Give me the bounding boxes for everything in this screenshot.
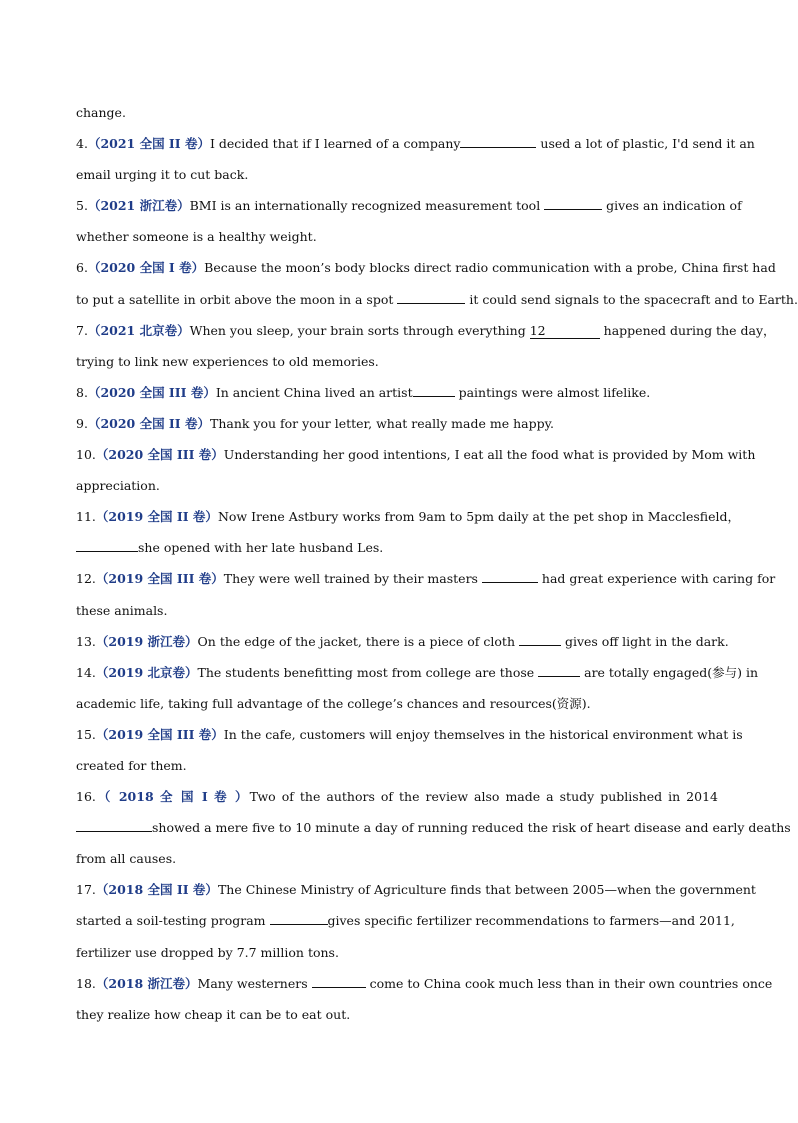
question-4 bbox=[76, 128, 755, 159]
question-source: （ 2018 全 国 I 卷 ） bbox=[95, 789, 250, 805]
line-text: these animals. bbox=[76, 602, 168, 618]
question-17 bbox=[76, 874, 756, 905]
line-text: started a soil-testing program bbox=[76, 913, 270, 929]
answer-blank[interactable] bbox=[312, 973, 366, 988]
question-4-continuation bbox=[76, 159, 718, 190]
answer-blank[interactable] bbox=[460, 133, 536, 148]
question-13 bbox=[76, 626, 729, 657]
exercise-page bbox=[76, 97, 798, 1030]
question-source: （2019 全国 III 卷） bbox=[95, 726, 224, 742]
question-number: 17. bbox=[76, 882, 96, 898]
answer-blank[interactable] bbox=[519, 631, 561, 646]
question-source: （2019 全国 III 卷） bbox=[95, 571, 224, 587]
question-source: （2018 全国 II 卷） bbox=[95, 882, 218, 898]
question-6-continuation bbox=[76, 284, 798, 315]
question-14-continuation bbox=[76, 688, 718, 719]
question-text: Now Irene Astbury works from 9am to 5pm daily at the pet shop in Macclesfield， bbox=[217, 509, 741, 525]
answer-blank[interactable] bbox=[76, 537, 138, 552]
question-7 bbox=[76, 315, 776, 346]
line-text: whether someone is a healthy weight. bbox=[76, 229, 317, 245]
question-11 bbox=[76, 501, 741, 532]
question-18 bbox=[76, 968, 773, 999]
question-text-after: gives off light in the dark. bbox=[560, 633, 729, 649]
line-text: they realize how cheap it can be to eat out. bbox=[76, 1006, 351, 1022]
answer-blank[interactable] bbox=[482, 568, 538, 583]
question-source: （2020 全国 III 卷） bbox=[95, 447, 224, 463]
question-number: 14. bbox=[76, 664, 96, 680]
question-text: The Chinese Ministry of Agriculture finds that between 2005—when the government bbox=[217, 882, 756, 898]
line-text: appreciation. bbox=[76, 478, 160, 494]
line-text-after: showed a mere five to 10 minute a day of running reduced the risk of heart disease and early deaths bbox=[152, 820, 791, 836]
question-18-continuation bbox=[76, 999, 718, 1030]
question-text: I decided that if I learned of a company bbox=[209, 136, 461, 152]
line-text-after: she opened with her late husband Les. bbox=[138, 540, 384, 556]
question-text: In the cafe, customers will enjoy themselves in the historical environment what is bbox=[223, 726, 743, 742]
question-number: 18. bbox=[76, 975, 96, 991]
line-text: email urging it to cut back. bbox=[76, 167, 249, 183]
answer-blank[interactable] bbox=[413, 382, 455, 397]
question-10 bbox=[76, 439, 756, 470]
question-source: （2020 全国 I 卷） bbox=[87, 260, 205, 276]
question-text: The students benefitting most from college are those bbox=[197, 664, 539, 680]
answer-blank[interactable] bbox=[397, 289, 465, 304]
question-9 bbox=[76, 408, 718, 439]
question-text: Because the moon’s body blocks direct radio communication with a probe, China first had bbox=[204, 260, 776, 276]
question-text: Thank you for your letter, what really made me happy. bbox=[209, 415, 554, 431]
question-source: （2021 北京卷） bbox=[87, 322, 190, 338]
answer-blank[interactable] bbox=[76, 817, 152, 832]
question-text-after: come to China cook much less than in their own countries once bbox=[365, 975, 773, 991]
question-16 bbox=[76, 781, 718, 812]
line-text-after: it could send signals to the spacecraft and to Earth. bbox=[465, 291, 798, 307]
answer-blank[interactable] bbox=[270, 910, 328, 925]
line-text: from all causes. bbox=[76, 851, 177, 867]
line-text: to put a satellite in orbit above the moon in a spot bbox=[76, 291, 398, 307]
question-source: （2021 浙江卷） bbox=[87, 198, 190, 214]
question-text: When you sleep, your brain sorts through everything bbox=[189, 322, 530, 338]
question-number: 13. bbox=[76, 633, 96, 649]
question-text-after: gives an indication of bbox=[602, 198, 742, 214]
question-number: 4. bbox=[76, 136, 88, 152]
question-5-continuation bbox=[76, 221, 718, 252]
question-text-after: had great experience with caring for bbox=[537, 571, 776, 587]
answer-blank[interactable] bbox=[538, 662, 580, 677]
answer-blank[interactable]: 12 bbox=[530, 324, 600, 339]
question-10-continuation bbox=[76, 470, 718, 501]
question-14 bbox=[76, 657, 759, 688]
line-text: trying to link new experiences to old memories. bbox=[76, 353, 379, 369]
question-text-after: paintings were almost lifelike. bbox=[454, 384, 651, 400]
question-number: 15. bbox=[76, 726, 96, 742]
question-source: （2021 全国 II 卷） bbox=[87, 136, 210, 152]
question-16-continuation-2 bbox=[76, 843, 718, 874]
question-number: 5. bbox=[76, 198, 88, 214]
question-source: （2020 全国 III 卷） bbox=[87, 384, 216, 400]
question-number: 10. bbox=[76, 447, 96, 463]
question-number: 11. bbox=[76, 509, 96, 525]
line-text: change. bbox=[76, 105, 126, 120]
question-text-after: happened during the day， bbox=[599, 322, 776, 338]
question-7-continuation bbox=[76, 346, 718, 377]
line-text-after: gives specific fertilizer recommendations to farmers—and 2011, bbox=[327, 913, 735, 929]
question-17-continuation bbox=[76, 905, 735, 936]
question-text: They were well trained by their masters bbox=[223, 571, 482, 587]
question-source: （2019 浙江卷） bbox=[95, 633, 198, 649]
question-12 bbox=[76, 563, 776, 594]
question-6 bbox=[76, 252, 776, 283]
question-12-continuation bbox=[76, 595, 718, 626]
line-text: fertilizer use dropped by 7.7 million tons. bbox=[76, 944, 339, 960]
question-source: （2020 全国 II 卷） bbox=[87, 415, 210, 431]
question-number: 8. bbox=[76, 384, 88, 400]
question-16-continuation bbox=[76, 812, 791, 843]
question-text: Understanding her good intentions, I eat all the food what is provided by Mom with bbox=[223, 447, 756, 463]
question-number: 16. bbox=[76, 789, 96, 805]
question-number: 12. bbox=[76, 571, 96, 587]
question-5 bbox=[76, 190, 742, 221]
question-number: 7. bbox=[76, 322, 88, 338]
line-text: created for them. bbox=[76, 757, 187, 773]
question-number: 6. bbox=[76, 260, 88, 276]
question-11-continuation bbox=[76, 532, 718, 563]
answer-blank[interactable] bbox=[544, 195, 602, 210]
question-text: On the edge of the jacket, there is a piece of cloth bbox=[197, 633, 519, 649]
line-text: academic life, taking full advantage of the college’s chances and resources(资源). bbox=[76, 695, 591, 711]
question-8 bbox=[76, 377, 718, 408]
question-17-continuation-2 bbox=[76, 937, 718, 968]
question-source: （2019 北京卷） bbox=[95, 664, 198, 680]
question-source: （2019 全国 II 卷） bbox=[95, 509, 218, 525]
question-text: BMI is an internationally recognized measurement tool bbox=[189, 198, 545, 214]
question-text-after: used a lot of plastic, I'd send it an bbox=[536, 136, 755, 152]
question-15 bbox=[76, 719, 743, 750]
question-text-after: are totally engaged(参与) in bbox=[580, 664, 759, 680]
question-text: Two of the authors of the review also made a study published in 2014 bbox=[249, 789, 718, 805]
question-source: （2018 浙江卷） bbox=[95, 975, 198, 991]
question-text: In ancient China lived an artist bbox=[215, 384, 413, 400]
question-15-continuation bbox=[76, 750, 718, 781]
continuation-line bbox=[76, 97, 718, 128]
question-text: Many westerners bbox=[197, 975, 312, 991]
question-number: 9. bbox=[76, 415, 88, 431]
